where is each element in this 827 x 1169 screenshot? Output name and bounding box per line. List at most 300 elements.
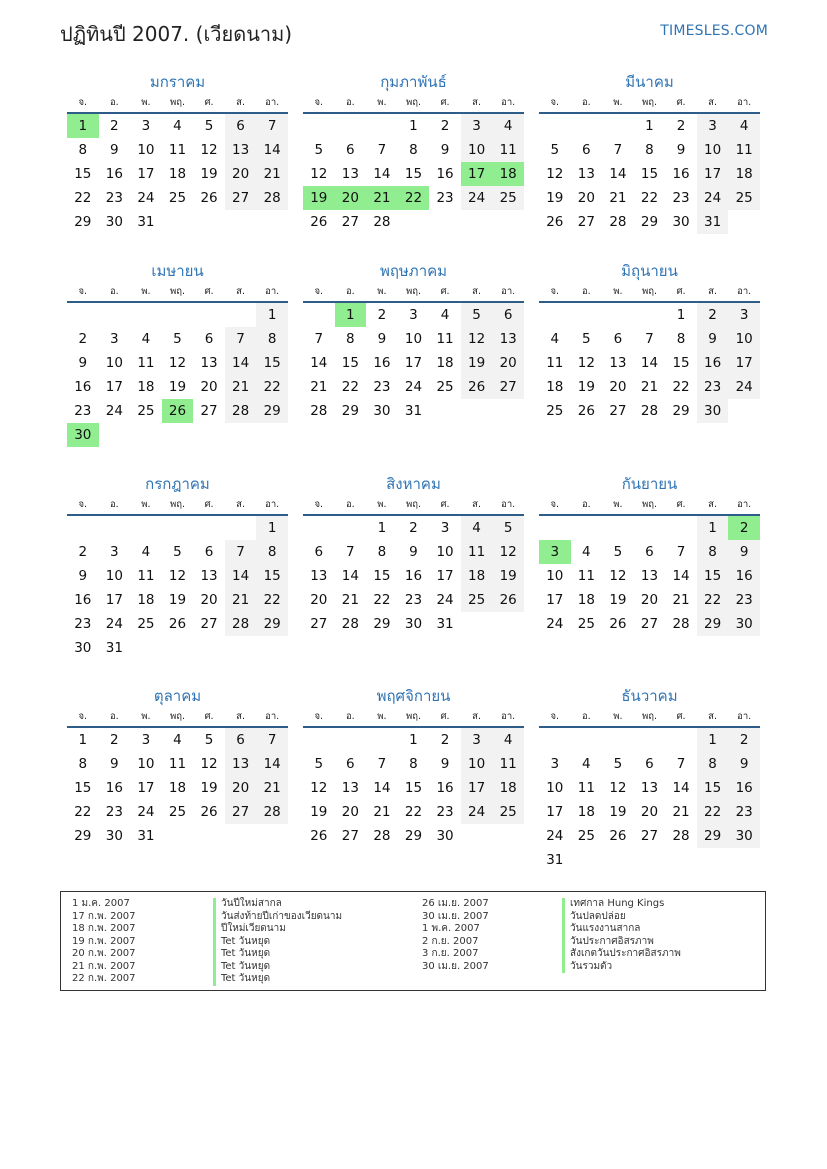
- day-cell: 22: [74, 804, 92, 820]
- day-cell: 10: [546, 780, 564, 796]
- day-cell: 3: [409, 307, 418, 323]
- day-cell: 7: [225, 540, 257, 564]
- weekday-header: [303, 95, 524, 114]
- day-cell: 27: [609, 403, 627, 419]
- day-cell: 17: [461, 776, 493, 800]
- day-cell: 18: [137, 379, 155, 395]
- weekday-label: พ.: [377, 499, 387, 510]
- day-cell: 11: [436, 331, 454, 347]
- day-cell: 3: [461, 114, 493, 138]
- day-cell: 20: [609, 379, 627, 395]
- day-cell: 2: [440, 118, 450, 134]
- day-cell: 27: [577, 214, 595, 230]
- day-cell: 21: [609, 190, 627, 206]
- day-cell: 24: [105, 403, 123, 419]
- day-cell: 10: [105, 355, 123, 371]
- month-name: มกราคม: [149, 73, 206, 91]
- month-block: [67, 473, 288, 660]
- day-cell: 10: [105, 568, 123, 584]
- day-cell: 25: [168, 804, 187, 820]
- day-cell: 23: [436, 190, 454, 206]
- day-cell: 28: [256, 800, 288, 824]
- weekday-header: [303, 709, 524, 728]
- holiday-legend: [60, 891, 766, 991]
- day-cell: 11: [728, 138, 760, 162]
- day-cell: 2: [78, 544, 88, 560]
- day-cell: 31: [137, 214, 155, 230]
- day-cell: 25: [137, 616, 155, 632]
- weekday-header: [539, 709, 760, 728]
- holiday-name: Tet วันหยุด: [213, 936, 342, 949]
- day-cell: 23: [728, 588, 760, 612]
- holiday-date: 2 ก.ย. 2007: [422, 935, 479, 947]
- weekday-label: อ.: [109, 711, 119, 722]
- holiday-name: ปีใหม่เวียดนาม: [213, 923, 342, 936]
- day-cell: 20: [310, 592, 328, 608]
- day-grid: [303, 114, 524, 234]
- day-cell: 6: [645, 544, 654, 560]
- weekday-label: พฤ.: [405, 711, 421, 722]
- day-cell: 27: [225, 186, 257, 210]
- holiday-name: สังเกตวันประกาศอิสรภาพ: [562, 948, 681, 961]
- day-cell: 3: [440, 520, 450, 536]
- day-cell: 9: [110, 756, 119, 772]
- day-cell: 13: [577, 166, 595, 182]
- day-cell: 24: [137, 804, 155, 820]
- holiday-name: วันประกาศอิสรภาพ: [562, 936, 681, 949]
- weekday-label: อา.: [501, 711, 516, 722]
- day-cell: 4: [173, 732, 182, 748]
- weekday-label: อ.: [345, 499, 355, 510]
- day-cell: 11: [168, 756, 187, 772]
- empty-cell: [571, 516, 603, 540]
- weekday-label: พฤ.: [641, 286, 657, 297]
- empty-cell: [225, 303, 257, 327]
- weekday-header: [303, 284, 524, 303]
- day-cell: 11: [492, 138, 524, 162]
- day-cell: 12: [609, 780, 627, 796]
- day-cell: 7: [613, 142, 623, 158]
- day-cell: 23: [105, 804, 123, 820]
- empty-cell: [193, 516, 225, 540]
- day-cell: 23: [105, 190, 123, 206]
- day-cell: 11: [546, 355, 564, 371]
- day-cell: 3: [141, 732, 151, 748]
- weekday-label: ศ.: [676, 286, 686, 297]
- day-cell: 22: [404, 804, 423, 820]
- day-cell: 24: [436, 592, 454, 608]
- day-cell: 29: [256, 612, 288, 636]
- day-cell: 13: [609, 355, 627, 371]
- day-cell: 20: [577, 190, 595, 206]
- weekday-label: ส.: [472, 499, 481, 510]
- holiday-day-cell: 18: [492, 162, 524, 186]
- day-grid: [303, 516, 524, 636]
- holiday-date: 30 เม.ย. 2007: [422, 960, 489, 972]
- weekday-header: [67, 497, 288, 516]
- weekday-label: ศ.: [440, 711, 450, 722]
- day-cell: 12: [609, 568, 627, 584]
- holiday-date: 26 เม.ย. 2007: [422, 898, 489, 909]
- holiday-date: 30 เม.ย. 2007: [422, 910, 489, 922]
- day-cell: 12: [546, 166, 564, 182]
- day-cell: 25: [436, 379, 454, 395]
- day-cell: 23: [74, 403, 92, 419]
- day-cell: 16: [373, 355, 391, 371]
- weekday-label: ส.: [236, 711, 245, 722]
- weekday-label: พฤ.: [405, 97, 421, 108]
- day-cell: 6: [492, 303, 524, 327]
- weekday-label: อ.: [345, 97, 355, 108]
- day-cell: 13: [341, 166, 359, 182]
- holiday-name: Tet วันหยุด: [213, 973, 342, 986]
- holiday-date: 1 พ.ค. 2007: [422, 923, 480, 934]
- holiday-name: วันรวมตัว: [562, 961, 681, 974]
- weekday-label: พฤ.: [641, 97, 657, 108]
- day-cell: 26: [200, 190, 218, 206]
- weekday-label: ส.: [708, 711, 717, 722]
- weekday-label: พ.: [141, 711, 151, 722]
- day-grid: [67, 114, 288, 234]
- weekday-label: ส.: [708, 499, 717, 510]
- weekday-label: จ.: [314, 711, 324, 722]
- day-cell: 25: [492, 800, 524, 824]
- day-cell: 31: [546, 852, 564, 868]
- day-cell: 11: [137, 355, 155, 371]
- day-cell: 21: [341, 592, 359, 608]
- empty-cell: [665, 516, 697, 540]
- day-cell: 9: [697, 327, 729, 351]
- day-cell: 18: [461, 564, 493, 588]
- day-cell: 28: [225, 399, 257, 423]
- weekday-label: จ.: [78, 499, 88, 510]
- empty-cell: [539, 114, 571, 138]
- month-name: กุมภาพันธ์: [380, 73, 447, 91]
- holiday-dates-left: [72, 898, 136, 986]
- weekday-label: อา.: [265, 499, 280, 510]
- day-cell: 15: [373, 568, 391, 584]
- day-cell: 14: [256, 752, 288, 776]
- holiday-names-left: [213, 898, 342, 986]
- weekday-label: ส.: [236, 499, 245, 510]
- empty-cell: [303, 114, 335, 138]
- day-cell: 4: [141, 544, 151, 560]
- holiday-date: 3 ก.ย. 2007: [422, 948, 479, 959]
- day-cell: 29: [74, 214, 92, 230]
- weekday-label: พ.: [377, 711, 387, 722]
- day-cell: 29: [404, 828, 423, 844]
- empty-cell: [634, 728, 666, 752]
- day-cell: 2: [676, 118, 686, 134]
- day-cell: 8: [645, 142, 654, 158]
- month-block: [539, 685, 760, 872]
- day-cell: 30: [436, 828, 454, 844]
- day-cell: 21: [373, 804, 391, 820]
- day-cell: 5: [314, 142, 324, 158]
- day-cell: 13: [310, 568, 328, 584]
- day-cell: 20: [640, 804, 659, 820]
- day-cell: 26: [461, 375, 493, 399]
- weekday-label: อ.: [109, 97, 119, 108]
- holiday-name: เทศกาล Hung Kings: [562, 898, 681, 911]
- day-cell: 31: [697, 210, 729, 234]
- holiday-name: วันปลดปล่อย: [562, 911, 681, 924]
- day-cell: 30: [105, 214, 123, 230]
- day-cell: 28: [373, 214, 391, 230]
- day-cell: 26: [310, 214, 328, 230]
- month-name: มิถุนายน: [621, 262, 678, 280]
- day-cell: 9: [728, 540, 760, 564]
- weekday-label: ส.: [472, 286, 481, 297]
- weekday-label: ศ.: [676, 711, 686, 722]
- day-cell: 17: [697, 162, 729, 186]
- day-cell: 23: [436, 804, 454, 820]
- holiday-name: วันส่งท้ายปีเก่าของเวียดนาม: [213, 911, 342, 924]
- day-cell: 11: [461, 540, 493, 564]
- empty-cell: [571, 728, 603, 752]
- empty-cell: [366, 114, 398, 138]
- weekday-label: พฤ.: [169, 711, 185, 722]
- day-cell: 6: [225, 728, 257, 752]
- day-cell: 16: [74, 379, 92, 395]
- day-cell: 14: [341, 568, 359, 584]
- day-cell: 30: [728, 612, 760, 636]
- day-cell: 10: [137, 142, 155, 158]
- day-cell: 6: [582, 142, 591, 158]
- empty-cell: [335, 728, 367, 752]
- day-cell: 2: [78, 331, 88, 347]
- weekday-label: อา.: [501, 286, 516, 297]
- day-cell: 27: [492, 375, 524, 399]
- month-name: พฤษภาคม: [379, 262, 448, 280]
- weekday-header: [539, 497, 760, 516]
- day-cell: 19: [200, 780, 218, 796]
- day-cell: 29: [697, 612, 729, 636]
- day-cell: 10: [461, 752, 493, 776]
- day-cell: 14: [373, 780, 391, 796]
- day-cell: 15: [640, 166, 659, 182]
- weekday-label: พฤ.: [641, 711, 657, 722]
- day-cell: 21: [310, 379, 328, 395]
- day-cell: 1: [697, 728, 729, 752]
- day-cell: 8: [409, 142, 418, 158]
- day-cell: 19: [310, 804, 328, 820]
- day-cell: 10: [436, 544, 454, 560]
- weekday-label: ส.: [708, 97, 717, 108]
- day-grid: [67, 303, 288, 447]
- day-cell: 11: [577, 568, 595, 584]
- day-cell: 18: [168, 780, 187, 796]
- day-cell: 22: [697, 800, 729, 824]
- weekday-label: อา.: [501, 499, 516, 510]
- weekday-label: อ.: [581, 97, 591, 108]
- day-cell: 4: [492, 114, 524, 138]
- day-cell: 19: [609, 592, 627, 608]
- day-cell: 30: [105, 828, 123, 844]
- day-cell: 19: [461, 351, 493, 375]
- day-cell: 27: [640, 828, 659, 844]
- day-cell: 4: [440, 307, 450, 323]
- day-cell: 1: [377, 520, 387, 536]
- day-cell: 17: [105, 592, 123, 608]
- day-cell: 8: [256, 327, 288, 351]
- day-cell: 19: [168, 379, 187, 395]
- holiday-day-cell: 30: [67, 423, 99, 447]
- empty-cell: [99, 303, 131, 327]
- day-cell: 31: [404, 403, 423, 419]
- day-cell: 8: [78, 142, 88, 158]
- day-cell: 5: [204, 732, 214, 748]
- day-cell: 3: [728, 303, 760, 327]
- weekday-label: อา.: [737, 499, 752, 510]
- day-cell: 1: [645, 118, 654, 134]
- day-cell: 7: [645, 331, 654, 347]
- day-cell: 21: [225, 375, 257, 399]
- day-cell: 24: [105, 616, 123, 632]
- day-cell: 9: [440, 756, 450, 772]
- day-cell: 26: [577, 403, 595, 419]
- day-cell: 20: [200, 592, 218, 608]
- weekday-label: ศ.: [440, 97, 450, 108]
- day-cell: 21: [640, 379, 659, 395]
- day-cell: 5: [492, 516, 524, 540]
- day-cell: 9: [110, 142, 119, 158]
- day-cell: 18: [137, 592, 155, 608]
- day-cell: 8: [346, 331, 355, 347]
- day-cell: 18: [577, 592, 595, 608]
- day-cell: 22: [341, 379, 359, 395]
- day-cell: 23: [697, 375, 729, 399]
- day-cell: 21: [256, 162, 288, 186]
- day-cell: 23: [373, 379, 391, 395]
- weekday-label: จ.: [78, 286, 88, 297]
- empty-cell: [162, 516, 194, 540]
- day-cell: 5: [173, 544, 182, 560]
- day-cell: 31: [105, 640, 123, 656]
- day-cell: 2: [697, 303, 729, 327]
- day-cell: 15: [341, 355, 359, 371]
- day-cell: 5: [550, 142, 560, 158]
- day-cell: 28: [373, 828, 391, 844]
- day-cell: 14: [225, 564, 257, 588]
- weekday-label: ศ.: [204, 499, 214, 510]
- day-cell: 27: [640, 616, 659, 632]
- empty-cell: [193, 303, 225, 327]
- weekday-label: ศ.: [676, 499, 686, 510]
- day-cell: 20: [640, 592, 659, 608]
- day-cell: 4: [550, 331, 560, 347]
- day-cell: 23: [728, 800, 760, 824]
- holiday-day-cell: 17: [461, 162, 493, 186]
- weekday-label: อา.: [265, 711, 280, 722]
- weekday-header: [539, 95, 760, 114]
- day-cell: 25: [546, 403, 564, 419]
- day-cell: 30: [373, 403, 391, 419]
- weekday-label: พ.: [613, 711, 623, 722]
- day-cell: 25: [137, 403, 155, 419]
- holiday-day-cell: 19: [303, 186, 335, 210]
- day-cell: 22: [672, 379, 690, 395]
- day-cell: 30: [672, 214, 690, 230]
- holiday-date: 22 ก.พ. 2007: [72, 973, 136, 984]
- day-cell: 1: [676, 307, 686, 323]
- day-cell: 2: [377, 307, 387, 323]
- empty-cell: [303, 303, 335, 327]
- day-cell: 9: [78, 355, 88, 371]
- holiday-names-right: [562, 898, 681, 973]
- month-block: [67, 685, 288, 848]
- empty-cell: [67, 516, 99, 540]
- day-cell: 27: [341, 828, 359, 844]
- holiday-date: 19 ก.พ. 2007: [72, 935, 136, 947]
- month-name: กรกฎาคม: [145, 475, 210, 493]
- empty-cell: [130, 303, 162, 327]
- weekday-label: อ.: [109, 286, 119, 297]
- day-grid: [539, 516, 760, 636]
- day-cell: 5: [613, 756, 623, 772]
- day-cell: 14: [672, 568, 690, 584]
- weekday-label: พฤ.: [405, 499, 421, 510]
- day-cell: 8: [697, 752, 729, 776]
- month-block: [303, 260, 524, 423]
- brand-link[interactable]: TIMESLES.COM: [660, 23, 768, 39]
- empty-cell: [634, 303, 666, 327]
- day-cell: 14: [310, 355, 328, 371]
- holiday-day-cell: 26: [162, 399, 194, 423]
- month-block: [67, 71, 288, 234]
- weekday-label: อา.: [737, 286, 752, 297]
- weekday-label: พ.: [613, 97, 623, 108]
- month-name: เมษายน: [151, 262, 204, 280]
- day-cell: 28: [256, 186, 288, 210]
- month-block: [539, 473, 760, 636]
- empty-cell: [539, 516, 571, 540]
- day-cell: 10: [728, 327, 760, 351]
- day-cell: 31: [137, 828, 155, 844]
- holiday-date: 20 ก.พ. 2007: [72, 948, 136, 959]
- weekday-label: ศ.: [204, 97, 214, 108]
- day-cell: 25: [728, 186, 760, 210]
- day-cell: 26: [546, 214, 564, 230]
- day-cell: 28: [225, 612, 257, 636]
- empty-cell: [571, 114, 603, 138]
- weekday-label: จ.: [550, 97, 560, 108]
- weekday-header: [539, 284, 760, 303]
- empty-cell: [130, 516, 162, 540]
- holiday-date: 18 ก.พ. 2007: [72, 923, 136, 934]
- day-grid: [539, 303, 760, 423]
- day-cell: 3: [461, 728, 493, 752]
- empty-cell: [602, 728, 634, 752]
- day-cell: 31: [436, 616, 454, 632]
- day-cell: 12: [310, 780, 328, 796]
- holiday-day-cell: 3: [539, 540, 571, 564]
- weekday-header: [67, 709, 288, 728]
- day-cell: 24: [404, 379, 423, 395]
- empty-cell: [335, 114, 367, 138]
- day-cell: 15: [404, 780, 423, 796]
- day-grid: [67, 516, 288, 660]
- weekday-label: พ.: [613, 286, 623, 297]
- weekday-header: [303, 497, 524, 516]
- day-cell: 17: [404, 355, 423, 371]
- day-cell: 7: [225, 327, 257, 351]
- day-cell: 22: [373, 592, 391, 608]
- day-cell: 4: [492, 728, 524, 752]
- day-cell: 8: [256, 540, 288, 564]
- day-cell: 13: [640, 568, 659, 584]
- day-cell: 13: [225, 138, 257, 162]
